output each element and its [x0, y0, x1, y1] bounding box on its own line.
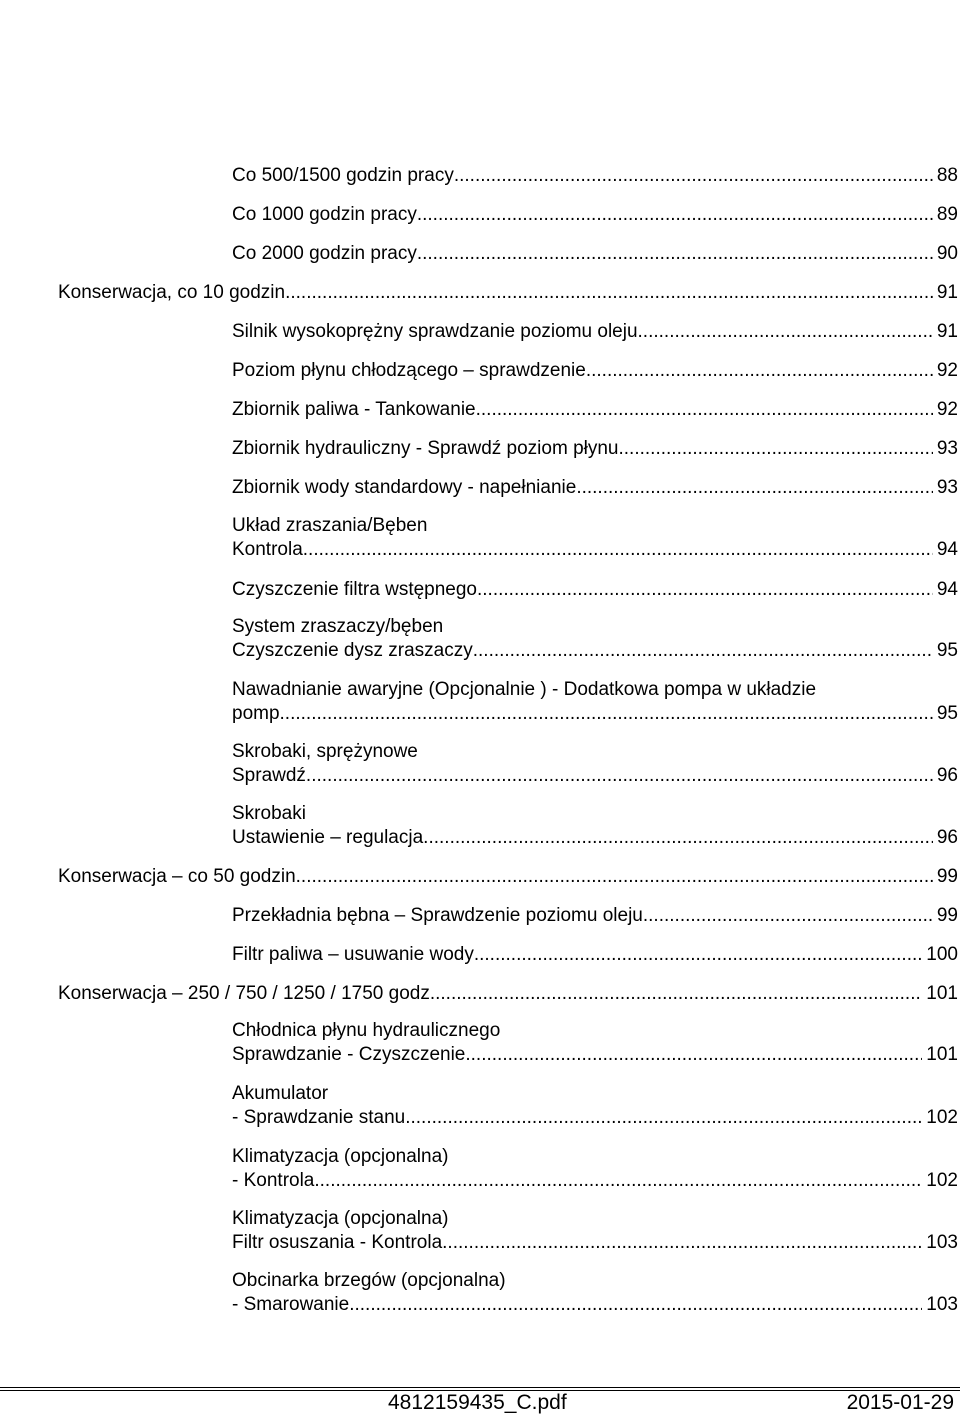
toc-entry[interactable] — [232, 164, 958, 188]
toc-entry-title-line: System zraszaczy/bęben — [232, 616, 444, 637]
toc-entry[interactable] — [232, 615, 958, 663]
toc-entry-title-line: Klimatyzacja (opcjonalna) — [232, 1208, 449, 1229]
toc-entry[interactable] — [232, 904, 958, 928]
toc-dot-leader — [417, 203, 933, 227]
toc-dot-leader — [417, 242, 933, 266]
toc-entry-title-line: Chłodnica płynu hydraulicznego — [232, 1020, 501, 1041]
toc-dot-leader — [643, 904, 933, 928]
toc-page-number: 96 — [936, 827, 958, 848]
toc-dot-leader — [477, 578, 933, 602]
toc-entry-title: Filtr paliwa – usuwanie wody — [232, 944, 474, 965]
toc-page-number: 96 — [936, 765, 958, 786]
footer-filename: 4812159435_C.pdf — [388, 1391, 567, 1414]
toc-entry-title-line: Skrobaki, sprężynowe — [232, 741, 418, 762]
toc-page-number: 92 — [936, 399, 958, 420]
toc-dot-leader — [576, 476, 933, 500]
toc-entry[interactable] — [232, 1207, 958, 1255]
toc-entry[interactable] — [232, 1145, 958, 1193]
toc-entry[interactable] — [232, 943, 958, 967]
toc-entry[interactable] — [232, 578, 958, 602]
toc-entry[interactable] — [232, 320, 958, 344]
toc-entry[interactable] — [232, 514, 958, 562]
toc-entry-title: Czyszczenie filtra wstępnego — [232, 579, 477, 600]
toc-page-number: 94 — [936, 539, 958, 560]
toc-dot-leader — [638, 320, 933, 344]
toc-page-number: 100 — [926, 944, 958, 965]
toc-dot-leader — [296, 865, 933, 889]
toc-entry-title-line: Obcinarka brzegów (opcjonalna) — [232, 1270, 506, 1291]
toc-entry[interactable] — [232, 740, 958, 788]
toc-entry[interactable] — [232, 203, 958, 227]
toc-entry-title: Konserwacja – 250 / 750 / 1250 / 1750 godz. — [58, 983, 436, 1004]
toc-page-number: 102 — [926, 1170, 958, 1191]
toc-page-number: 90 — [936, 243, 958, 264]
toc-page-number: 101 — [926, 983, 958, 1004]
toc-dot-leader — [314, 1169, 922, 1193]
toc-entry-title: - Kontrola — [232, 1170, 315, 1191]
footer-rule — [0, 1387, 960, 1388]
toc-entry-title: Zbiornik hydrauliczny - Sprawdź poziom płynu — [232, 438, 619, 459]
toc-entry[interactable] — [232, 437, 958, 461]
toc-dot-leader — [349, 1293, 922, 1317]
toc-entry-title: Ustawienie – regulacja — [232, 827, 424, 848]
toc-entry-title-line: Klimatyzacja (opcjonalna) — [232, 1146, 449, 1167]
toc-page-number: 95 — [936, 640, 958, 661]
toc-page-number: 101 — [926, 1044, 958, 1065]
toc-entry-title-line: Układ zraszania/Bęben — [232, 515, 428, 536]
toc-dot-leader — [442, 1231, 922, 1255]
toc-entry-title: Co 2000 godzin pracy — [232, 243, 417, 264]
toc-page-number: 102 — [926, 1107, 958, 1128]
toc-dot-leader — [285, 281, 933, 305]
toc-page-number: 88 — [936, 165, 958, 186]
toc-entry[interactable] — [232, 1269, 958, 1317]
toc-dot-leader — [465, 1043, 922, 1067]
toc-entry[interactable] — [58, 865, 958, 889]
toc-entry[interactable] — [232, 678, 958, 726]
toc-page-number: 93 — [936, 438, 958, 459]
toc-entry-title: Co 500/1500 godzin pracy — [232, 165, 454, 186]
toc-page-number: 103 — [926, 1294, 958, 1315]
footer-date: 2015-01-29 — [846, 1391, 954, 1414]
toc-page-number: 93 — [936, 477, 958, 498]
toc-entry-title: Konserwacja – co 50 godzin — [58, 866, 296, 887]
toc-dot-leader — [405, 1106, 922, 1130]
toc-entry-title: Zbiornik paliwa - Tankowanie — [232, 399, 476, 420]
toc-page-number: 95 — [936, 703, 958, 724]
toc-page-number: 89 — [936, 204, 958, 225]
toc-entry[interactable] — [232, 1082, 958, 1130]
toc-entry-title: Przekładnia bębna – Sprawdzenie poziomu oleju — [232, 905, 643, 926]
toc-entry[interactable] — [58, 982, 958, 1006]
toc-dot-leader — [473, 639, 933, 663]
toc-entry-title: - Smarowanie — [232, 1294, 350, 1315]
toc-dot-leader — [306, 764, 933, 788]
toc-dot-leader — [435, 982, 922, 1006]
toc-entry[interactable] — [232, 802, 958, 850]
toc-dot-leader — [303, 538, 933, 562]
toc-dot-leader — [619, 437, 933, 461]
toc-page-number: 92 — [936, 360, 958, 381]
toc-entry-title: pomp — [232, 703, 280, 724]
toc-dot-leader — [454, 164, 933, 188]
toc-entry-title: Silnik wysokoprężny sprawdzanie poziomu oleju — [232, 321, 638, 342]
toc-entry[interactable] — [232, 359, 958, 383]
toc-entry-title: Sprawdzanie - Czyszczenie — [232, 1044, 466, 1065]
toc-entry-title: - Sprawdzanie stanu — [232, 1107, 406, 1128]
toc-dot-leader — [423, 826, 933, 850]
toc-entry[interactable] — [232, 242, 958, 266]
toc-entry[interactable] — [232, 398, 958, 422]
toc-entry-title-line: Nawadnianie awaryjne (Opcjonalnie ) - Dodatkowa pompa w układzie — [232, 679, 817, 700]
toc-page-number: 94 — [936, 579, 958, 600]
toc-entry-title: Zbiornik wody standardowy - napełnianie — [232, 477, 577, 498]
toc-entry-title: Kontrola — [232, 539, 303, 560]
toc-entry-title: Filtr osuszania - Kontrola — [232, 1232, 443, 1253]
toc-entry-title-line: Skrobaki — [232, 803, 306, 824]
toc-page-number: 91 — [936, 321, 958, 342]
toc-dot-leader — [586, 359, 933, 383]
toc-entry-title: Konserwacja, co 10 godzin — [58, 282, 286, 303]
toc-entry-title: Co 1000 godzin pracy — [232, 204, 417, 225]
toc-dot-leader — [280, 702, 933, 726]
toc-entry-title: Poziom płynu chłodzącego – sprawdzenie — [232, 360, 586, 381]
toc-dot-leader — [476, 398, 933, 422]
toc-entry-title-line: Akumulator — [232, 1083, 329, 1104]
toc-page-number: 103 — [926, 1232, 958, 1253]
toc-entry-title: Sprawdź — [232, 765, 306, 786]
toc-page-number: 99 — [936, 866, 958, 887]
toc-entry-title: Czyszczenie dysz zraszaczy — [232, 640, 473, 661]
toc-dot-leader — [474, 943, 922, 967]
toc-entry[interactable] — [232, 1019, 958, 1067]
toc-entry[interactable] — [58, 281, 958, 305]
toc-entry[interactable] — [232, 476, 958, 500]
toc-page-number: 91 — [936, 282, 958, 303]
toc-page-number: 99 — [936, 905, 958, 926]
